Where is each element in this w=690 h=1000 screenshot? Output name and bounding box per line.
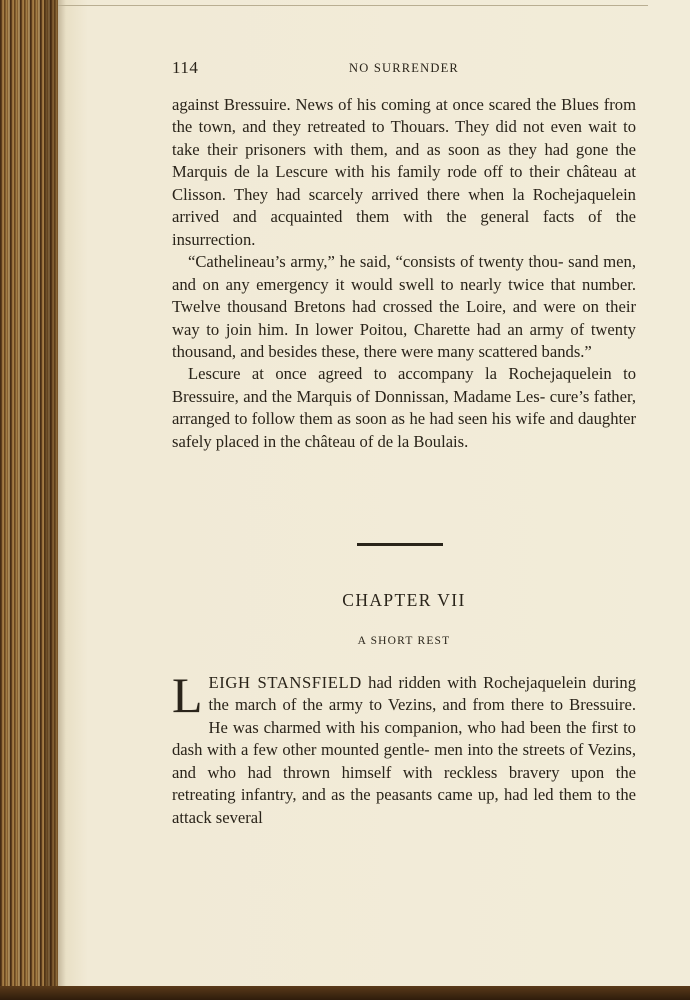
text-line: had ridden with Rochejaquelein <box>361 673 587 692</box>
page-top-edge <box>58 5 648 6</box>
paragraph-1 <box>172 94 636 251</box>
chapter-text <box>172 667 636 829</box>
text-line: twice that number. Twelve thousand Bretons had crossed <box>172 274 636 317</box>
running-head: NO SURRENDER <box>349 61 459 75</box>
text-line: the Blues from the town, and they retreated to Thouars. <box>172 95 637 137</box>
text-line: during the march of the army to Vezins, and from there <box>208 673 636 715</box>
chapter-title: CHAPTER VII <box>342 590 466 610</box>
text-line: and as soon as they had gone the Marquis de la Lescure <box>172 139 636 182</box>
text-line: to Bressuire. He was charmed with his companion, who <box>208 695 636 737</box>
paragraph-3 <box>172 363 636 453</box>
text-line: against Bressuire. News of his coming at once scared <box>172 95 532 114</box>
chapter-subtitle: A SHORT REST <box>357 635 451 647</box>
text-line: of de la Boulais. <box>359 431 469 451</box>
page-bottom-edge <box>0 986 690 1000</box>
text-line: arrived and acquainted them with the general facts of the <box>172 207 636 227</box>
body-text <box>172 94 636 453</box>
text-line: They had scarcely arrived there when la Rochejaquelein <box>233 184 636 204</box>
text-line: Poitou, Charette had an army of twenty thousand, and <box>172 319 636 361</box>
text-line: besides these, there were many scattered bands.” <box>268 341 592 361</box>
page-header <box>172 58 636 82</box>
page-number: 114 <box>172 58 199 77</box>
drop-cap: L <box>172 667 203 723</box>
lead-caps: EIGH STANSFIELD <box>208 673 362 692</box>
text-line: to Bressuire, and the Marquis of Donnissan, Madame Les- <box>172 364 636 406</box>
text-line: with his family rode off to their château at Clisson. <box>172 162 636 204</box>
text-line: the Loire, and were on their way to join him. In lower <box>172 297 636 339</box>
text-line: with reckless bravery upon the retreating infantry, and as <box>172 762 636 805</box>
paragraph-2 <box>172 251 636 363</box>
gutter-shadow <box>44 0 66 1000</box>
text-line: cure’s father, arranged to follow them as soon as he had <box>172 386 636 429</box>
text-line: insurrection. <box>172 229 256 249</box>
text-line: had been the first to dash with a few other mounted gentle- <box>172 717 636 760</box>
text-line: sand men, and on any emergency it would swell to nearly <box>172 252 636 294</box>
text-line: They did not even wait to take their prisoners with them, <box>172 117 636 159</box>
text-line: seen his wife and daughter safely placed in the château <box>172 409 636 451</box>
text-line: the peasants came up, had led them to the attack several <box>172 785 636 827</box>
text-line: men into the streets of Vezins, and who had thrown himself <box>172 740 636 782</box>
section-divider <box>357 543 443 546</box>
text-line: Lescure at once agreed to accompany la Rochejaquelein <box>188 364 612 384</box>
text-line: “Cathelineau’s army,” he said, “consists of twenty thou- <box>188 252 564 272</box>
chapter-opening-paragraph <box>172 667 636 829</box>
